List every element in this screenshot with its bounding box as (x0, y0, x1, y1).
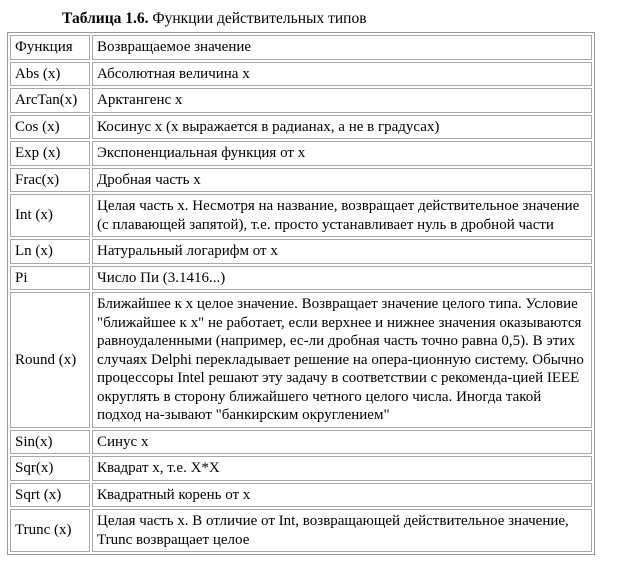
function-name: Frac(x) (10, 168, 90, 193)
functions-table (7, 32, 595, 555)
function-name: Trunc (x) (10, 509, 90, 552)
caption-title: Функции действительных типов (148, 10, 367, 27)
function-description: Целая часть х. В отличие от Int, возвращающей действительное значение, Trunc возвращает целое (92, 509, 592, 552)
function-description: Квадратный корень от х (92, 483, 592, 508)
table-row (10, 88, 592, 113)
function-name: Sin(x) (10, 430, 90, 455)
function-name: Exp (x) (10, 141, 90, 166)
table-row (10, 239, 592, 264)
function-description: Арктангенс х (92, 88, 592, 113)
table-row (10, 483, 592, 508)
function-name: ArcTan(x) (10, 88, 90, 113)
table-row (10, 292, 592, 428)
function-name: Abs (x) (10, 62, 90, 87)
table-row (10, 141, 592, 166)
function-description: Абсолютная величина х (92, 62, 592, 87)
table-row (10, 266, 592, 291)
table-row (10, 509, 592, 552)
header-function: Функция (10, 35, 90, 60)
function-description: Число Пи (3.1416...) (92, 266, 592, 291)
function-name: Cos (x) (10, 115, 90, 140)
function-name: Pi (10, 266, 90, 291)
caption-number: Таблица 1.6. (62, 10, 149, 27)
function-description: Квадрат х, т.е. X*X (92, 456, 592, 481)
function-description: Натуральный логарифм от х (92, 239, 592, 264)
table-row (10, 194, 592, 237)
table-header-row (10, 35, 592, 60)
table-row (10, 430, 592, 455)
function-description: Дробная часть х (92, 168, 592, 193)
function-name: Round (x) (10, 292, 90, 428)
function-name: Sqr(x) (10, 456, 90, 481)
function-description: Целая часть х. Несмотря на название, возвращает действительное значение (с плавающей запятой), т.е. просто устанавливает нуль в дробной части (92, 194, 592, 237)
table-row (10, 168, 592, 193)
function-description: Косинус х (х выражается в радианах, а не в градусах) (92, 115, 592, 140)
function-name: Sqrt (x) (10, 483, 90, 508)
table-caption (62, 10, 367, 28)
function-name: Int (x) (10, 194, 90, 237)
function-name: Ln (x) (10, 239, 90, 264)
function-description: Ближайшее к х целое значение. Возвращает значение целого типа. Условие "ближайшее к х" не работает, если верхнее и нижнее значения оказываются равноудаленными (например, ес-ли дробная часть точно равна 0,5). В этих случаях Delphi перекладывает решение на опера-ционную систему. Обычно процессоры Intel решают эту задачу в соответствии с рекоменда-цией IEEE округлять в сторону ближайшего четного целого числа. Иногда такой подход на-зывают "банкирским округлением" (92, 292, 592, 428)
table-row (10, 62, 592, 87)
table-row (10, 115, 592, 140)
function-description: Экспоненциальная функция от х (92, 141, 592, 166)
table-row (10, 456, 592, 481)
header-return-value: Возвращаемое значение (92, 35, 592, 60)
function-description: Синус х (92, 430, 592, 455)
